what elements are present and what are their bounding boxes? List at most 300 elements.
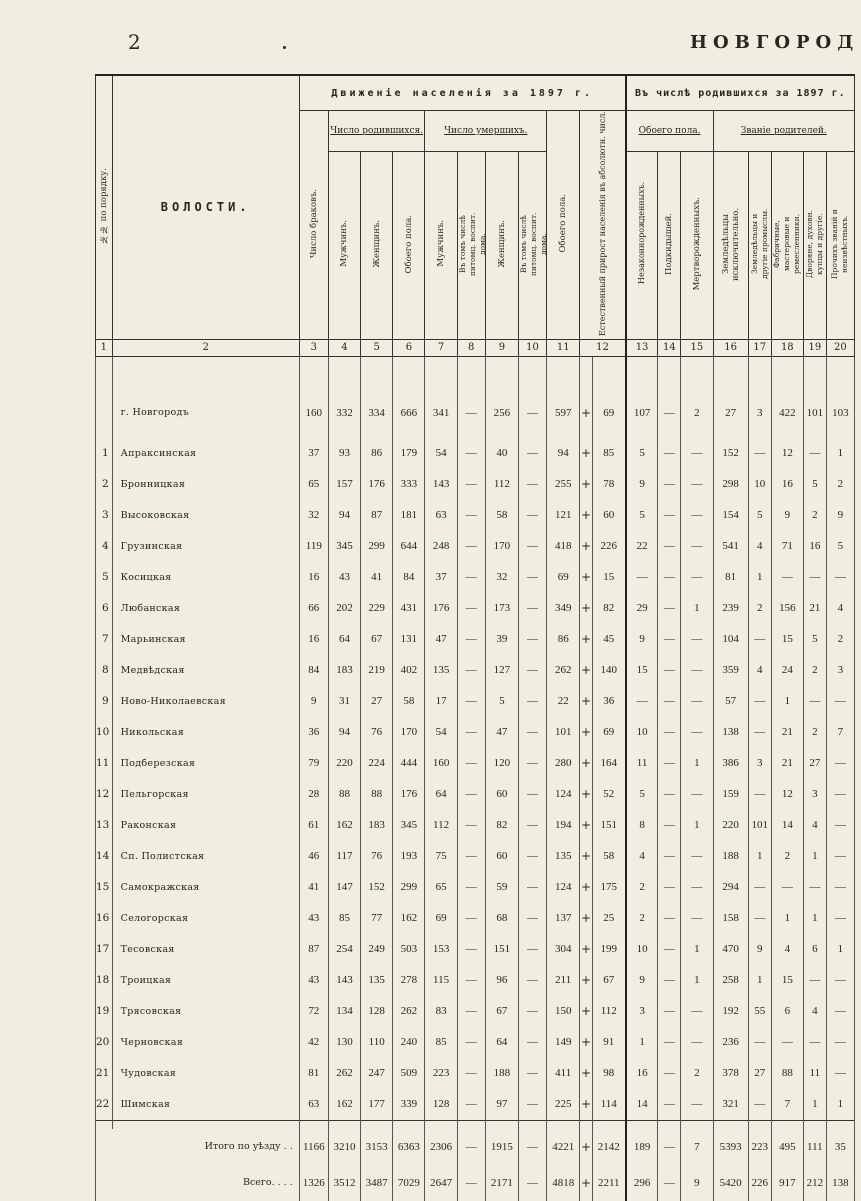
cell-value: —	[658, 717, 681, 748]
cell-value: 127	[485, 655, 518, 686]
cell-value: 7	[681, 1129, 713, 1165]
cell-value: —	[658, 872, 681, 903]
cell-value: —	[803, 1027, 826, 1058]
table-row	[96, 655, 855, 686]
cell-value: 3	[748, 748, 771, 779]
cell-value: 88	[328, 779, 360, 810]
colnum-11: 11	[547, 339, 580, 356]
cell-value: 9	[626, 469, 658, 500]
volost-name: Трясовская	[112, 996, 299, 1027]
cell-value: 130	[328, 1027, 360, 1058]
cell-value: 188	[485, 1058, 518, 1089]
cell-value: 223	[748, 1129, 771, 1165]
cell-value: —	[826, 903, 854, 934]
table-row	[96, 872, 855, 903]
cell-value: 334	[361, 388, 393, 438]
cell-value: 67	[485, 996, 518, 1027]
cell-value: —	[457, 965, 485, 996]
cell-value: 262	[547, 655, 580, 686]
cell-value: 124	[547, 872, 580, 903]
cell-value: 120	[485, 748, 518, 779]
cell-value: 60	[485, 841, 518, 872]
cell-value: 64	[425, 779, 457, 810]
cell-value: 39	[485, 624, 518, 655]
cell-value: 175	[592, 872, 625, 903]
statistics-table	[95, 74, 855, 1201]
page-title: НОВГОРОД	[690, 32, 860, 53]
cell-value: —	[519, 1165, 547, 1201]
cell-value: 15	[592, 562, 625, 593]
cell-value: —	[519, 872, 547, 903]
cell-value: 225	[547, 1089, 580, 1121]
cell-value: —	[457, 996, 485, 1027]
cell-value: 72	[299, 996, 328, 1027]
cell-value: 10	[626, 934, 658, 965]
cell-value: 82	[485, 810, 518, 841]
cell-value: —	[457, 686, 485, 717]
sign-cell: +	[580, 872, 592, 903]
cell-value: —	[748, 438, 771, 469]
colnum-19: 19	[803, 339, 826, 356]
cell-value: —	[658, 779, 681, 810]
cell-value: 212	[803, 1165, 826, 1201]
cell-value: 5	[803, 624, 826, 655]
cell-value: 1	[681, 934, 713, 965]
cell-value: 332	[328, 388, 360, 438]
sign-cell: +	[580, 996, 592, 1027]
table-row	[96, 1089, 855, 1121]
cell-value: 1	[771, 686, 803, 717]
cell-value: 143	[328, 965, 360, 996]
col-header-5: Женщинъ.	[361, 151, 393, 339]
cell-value: 162	[328, 1089, 360, 1121]
cell-value: 67	[592, 965, 625, 996]
cell-value: 14	[771, 810, 803, 841]
cell-value: 27	[748, 1058, 771, 1089]
cell-value: 135	[547, 841, 580, 872]
cell-value: 1	[826, 1089, 854, 1121]
cell-value: —	[826, 965, 854, 996]
cell-value: 69	[592, 388, 625, 438]
table-row	[96, 810, 855, 841]
cell-value: 349	[547, 593, 580, 624]
cell-value: 156	[771, 593, 803, 624]
cell-value: —	[803, 562, 826, 593]
colnum-15: 15	[681, 339, 713, 356]
colnum-7: 7	[425, 339, 457, 356]
cell-value: 37	[299, 438, 328, 469]
cell-value: 1326	[299, 1165, 328, 1201]
cell-value: 193	[393, 841, 425, 872]
cell-value: 88	[771, 1058, 803, 1089]
cell-value: 3	[803, 779, 826, 810]
cell-value: 28	[299, 779, 328, 810]
cell-value: 3512	[328, 1165, 360, 1201]
cell-value: 644	[393, 531, 425, 562]
cell-value: 117	[328, 841, 360, 872]
volost-name: Бронницкая	[112, 469, 299, 500]
colnum-13: 13	[626, 339, 658, 356]
cell-value: 7029	[393, 1165, 425, 1201]
cell-value: 32	[485, 562, 518, 593]
cell-value: 402	[393, 655, 425, 686]
cell-value: 917	[771, 1165, 803, 1201]
cell-value: —	[681, 655, 713, 686]
cell-value: 32	[299, 500, 328, 531]
cell-value: 22	[547, 686, 580, 717]
cell-value: 176	[361, 469, 393, 500]
cell-value: —	[826, 810, 854, 841]
cell-value: 76	[361, 841, 393, 872]
cell-value: —	[658, 1058, 681, 1089]
cell-value: 2	[803, 717, 826, 748]
cell-value: 541	[713, 531, 748, 562]
row-number: 11	[96, 748, 113, 779]
cell-value: —	[748, 686, 771, 717]
cell-value: 1	[748, 562, 771, 593]
sign-cell: +	[580, 779, 592, 810]
cell-value: 7	[826, 717, 854, 748]
cell-value: —	[457, 1129, 485, 1165]
cell-value: 11	[803, 1058, 826, 1089]
cell-value: 81	[299, 1058, 328, 1089]
cell-value: —	[519, 903, 547, 934]
row-number: 4	[96, 531, 113, 562]
cell-value: 262	[393, 996, 425, 1027]
cell-value: 444	[393, 748, 425, 779]
cell-value: 1	[748, 965, 771, 996]
cell-value: 149	[547, 1027, 580, 1058]
cell-value: 24	[771, 655, 803, 686]
colnum-18: 18	[771, 339, 803, 356]
cell-value: 67	[361, 624, 393, 655]
cell-value: 11	[626, 748, 658, 779]
cell-value: —	[658, 965, 681, 996]
row-number	[96, 388, 113, 438]
cell-value: —	[748, 624, 771, 655]
column-number-row	[96, 339, 855, 356]
cell-value: 16	[299, 562, 328, 593]
col-header-14: Подкидышей.	[658, 151, 681, 339]
cell-value: 192	[713, 996, 748, 1027]
cell-value: 103	[826, 388, 854, 438]
cell-value: 2171	[485, 1165, 518, 1201]
cell-value: —	[803, 872, 826, 903]
cell-value: —	[519, 1089, 547, 1121]
cell-value: 170	[485, 531, 518, 562]
sign-cell: +	[580, 655, 592, 686]
cell-value: 27	[361, 686, 393, 717]
cell-value: 16	[299, 624, 328, 655]
cell-value: —	[658, 655, 681, 686]
cell-value: 236	[713, 1027, 748, 1058]
cell-value: —	[658, 748, 681, 779]
cell-value: 94	[328, 717, 360, 748]
cell-value: 220	[328, 748, 360, 779]
cell-value: —	[626, 562, 658, 593]
cell-value: 128	[425, 1089, 457, 1121]
colnum-16: 16	[713, 339, 748, 356]
cell-value: —	[457, 1058, 485, 1089]
table-row	[96, 438, 855, 469]
cell-value: —	[519, 624, 547, 655]
col-header-9: Женщинъ.	[485, 151, 518, 339]
cell-value: 262	[328, 1058, 360, 1089]
cell-value: 75	[425, 841, 457, 872]
cell-value: 345	[328, 531, 360, 562]
cell-value: 77	[361, 903, 393, 934]
cell-value: —	[519, 1027, 547, 1058]
cell-value: 3	[748, 388, 771, 438]
cell-value: 3487	[361, 1165, 393, 1201]
volost-name: Апраксинская	[112, 438, 299, 469]
cell-value: 1	[626, 1027, 658, 1058]
cell-value: 65	[425, 872, 457, 903]
cell-value: 224	[361, 748, 393, 779]
cell-value: 98	[592, 1058, 625, 1089]
cell-value: —	[457, 1089, 485, 1121]
cell-value: 226	[748, 1165, 771, 1201]
volost-name: Никольская	[112, 717, 299, 748]
cell-value: 255	[547, 469, 580, 500]
cell-value: 134	[328, 996, 360, 1027]
col-header-19: Дворяне, духовн. купцы и другіе.	[803, 151, 826, 339]
row-number: 12	[96, 779, 113, 810]
cell-value: 52	[592, 779, 625, 810]
cell-value: —	[457, 1027, 485, 1058]
cell-value: 278	[393, 965, 425, 996]
cell-value: 2	[681, 1058, 713, 1089]
cell-value: 183	[328, 655, 360, 686]
cell-value: 93	[328, 438, 360, 469]
cell-value: 202	[328, 593, 360, 624]
cell-value: 101	[547, 717, 580, 748]
cell-value: 597	[547, 388, 580, 438]
cell-value: —	[681, 1027, 713, 1058]
cell-value: —	[681, 562, 713, 593]
cell-value: 219	[361, 655, 393, 686]
row-number: 10	[96, 717, 113, 748]
cell-value: 10	[626, 717, 658, 748]
cell-value: 21	[771, 748, 803, 779]
cell-value: 60	[592, 500, 625, 531]
cell-value: 2	[771, 841, 803, 872]
cell-value: 176	[425, 593, 457, 624]
sign-cell: +	[580, 438, 592, 469]
cell-value: 509	[393, 1058, 425, 1089]
cell-value: 69	[425, 903, 457, 934]
cell-value: 82	[592, 593, 625, 624]
cell-value: —	[748, 903, 771, 934]
sign-cell: +	[580, 1129, 592, 1165]
cell-value: 8	[626, 810, 658, 841]
cell-value: 9	[299, 686, 328, 717]
cell-value: 470	[713, 934, 748, 965]
cell-value: 35	[826, 1129, 854, 1165]
volost-name: Высоковская	[112, 500, 299, 531]
cell-value: 10	[748, 469, 771, 500]
cell-value: —	[519, 531, 547, 562]
col-header-18: Фабричные, мастеровые и ремесленники.	[771, 151, 803, 339]
cell-value: 162	[393, 903, 425, 934]
volost-name: Косицкая	[112, 562, 299, 593]
cell-value: 280	[547, 748, 580, 779]
cell-value: 2211	[592, 1165, 625, 1201]
cell-value: —	[803, 686, 826, 717]
cell-value: 6363	[393, 1129, 425, 1165]
cell-value: 194	[547, 810, 580, 841]
cell-value: 170	[393, 717, 425, 748]
cell-value: —	[626, 686, 658, 717]
cell-value: 65	[299, 469, 328, 500]
cell-value: —	[658, 1165, 681, 1201]
cell-value: —	[658, 438, 681, 469]
cell-value: 4221	[547, 1129, 580, 1165]
cell-value: 119	[299, 531, 328, 562]
cell-value: 495	[771, 1129, 803, 1165]
col-header-11: Обоего пола.	[547, 111, 580, 340]
cell-value: 21	[771, 717, 803, 748]
cell-value: 2142	[592, 1129, 625, 1165]
cell-value: —	[519, 1129, 547, 1165]
cell-value: —	[681, 903, 713, 934]
row-number: 15	[96, 872, 113, 903]
volost-name: Черновская	[112, 1027, 299, 1058]
col-header-13: Незаконнорожденныхъ.	[626, 151, 658, 339]
cell-value: 140	[592, 655, 625, 686]
cell-value: 58	[485, 500, 518, 531]
cell-value: 1	[681, 810, 713, 841]
col-header-12: Естественный прирост населенія въ абсолютн. числ.	[580, 111, 626, 340]
cell-value: 345	[393, 810, 425, 841]
cell-value: —	[457, 624, 485, 655]
cell-value: —	[519, 996, 547, 1027]
cell-value: 1	[803, 1089, 826, 1121]
rank-group-header: Званіе родителей.	[713, 111, 855, 152]
sign-cell: +	[580, 1058, 592, 1089]
cell-value: 135	[425, 655, 457, 686]
cell-value: 153	[425, 934, 457, 965]
col-header-10: Въ томъ числѣ питомц. воспит. дома.	[519, 151, 547, 339]
cell-value: 2	[626, 872, 658, 903]
cell-value: 422	[771, 388, 803, 438]
cell-value: 2	[803, 500, 826, 531]
cell-value: 83	[425, 996, 457, 1027]
cell-value: —	[748, 717, 771, 748]
cell-value: 162	[328, 810, 360, 841]
row-number: 2	[96, 469, 113, 500]
order-no-header: №№ по порядку.	[96, 75, 113, 339]
total-label: Итого по уѣзду . .	[96, 1129, 300, 1165]
cell-value: 101	[748, 810, 771, 841]
volost-name: Ново-Николаевская	[112, 686, 299, 717]
cell-value: —	[681, 531, 713, 562]
row-number: 16	[96, 903, 113, 934]
sign-cell: +	[580, 965, 592, 996]
cell-value: 1	[803, 841, 826, 872]
cell-value: 151	[592, 810, 625, 841]
cell-value: —	[457, 903, 485, 934]
cell-value: 258	[713, 965, 748, 996]
cell-value: 46	[299, 841, 328, 872]
cell-value: 60	[485, 779, 518, 810]
cell-value: —	[748, 872, 771, 903]
cell-value: 25	[592, 903, 625, 934]
cell-value: —	[803, 438, 826, 469]
cell-value: 47	[425, 624, 457, 655]
cell-value: 17	[425, 686, 457, 717]
cell-value: 4	[748, 531, 771, 562]
cell-value: —	[681, 469, 713, 500]
cell-value: 2	[748, 593, 771, 624]
cell-value: 9	[626, 624, 658, 655]
cell-value: 179	[393, 438, 425, 469]
cell-value: —	[519, 655, 547, 686]
cell-value: —	[658, 593, 681, 624]
cell-value: —	[658, 531, 681, 562]
cell-value: —	[771, 872, 803, 903]
colnum-8: 8	[457, 339, 485, 356]
cell-value: 159	[713, 779, 748, 810]
cell-value: 386	[713, 748, 748, 779]
cell-value: 112	[425, 810, 457, 841]
cell-value: —	[519, 438, 547, 469]
cell-value: —	[658, 500, 681, 531]
cell-value: —	[658, 1089, 681, 1121]
cell-value: 131	[393, 624, 425, 655]
table-row	[96, 531, 855, 562]
cell-value: 43	[299, 903, 328, 934]
cell-value: 1	[748, 841, 771, 872]
cell-value: 36	[299, 717, 328, 748]
cell-value: 54	[425, 438, 457, 469]
cell-value: 2	[681, 388, 713, 438]
cell-value: 58	[393, 686, 425, 717]
table-row	[96, 1027, 855, 1058]
cell-value: 104	[713, 624, 748, 655]
volosti-header: ВОЛОСТИ.	[112, 75, 299, 339]
cell-value: —	[519, 593, 547, 624]
cell-value: 87	[361, 500, 393, 531]
cell-value: 61	[299, 810, 328, 841]
cell-value: —	[681, 1089, 713, 1121]
sign-cell: +	[580, 841, 592, 872]
table-row	[96, 996, 855, 1027]
cell-value: 4	[826, 593, 854, 624]
cell-value: —	[681, 872, 713, 903]
cell-value: 14	[626, 1089, 658, 1121]
cell-value: —	[681, 779, 713, 810]
colnum-20: 20	[826, 339, 854, 356]
cell-value: 12	[771, 438, 803, 469]
volost-name: Раконская	[112, 810, 299, 841]
cell-value: 333	[393, 469, 425, 500]
volost-name: Сп. Полистская	[112, 841, 299, 872]
cell-value: 5	[626, 500, 658, 531]
died-group-header: Число умершихъ.	[425, 111, 547, 152]
cell-value: 112	[592, 996, 625, 1027]
cell-value: 91	[592, 1027, 625, 1058]
cell-value: —	[681, 841, 713, 872]
cell-value: 176	[393, 779, 425, 810]
cell-value: 5	[485, 686, 518, 717]
row-number: 8	[96, 655, 113, 686]
cell-value: —	[826, 748, 854, 779]
cell-value: 9	[626, 965, 658, 996]
cell-value: —	[826, 1027, 854, 1058]
cell-value: 150	[547, 996, 580, 1027]
cell-value: 1915	[485, 1129, 518, 1165]
